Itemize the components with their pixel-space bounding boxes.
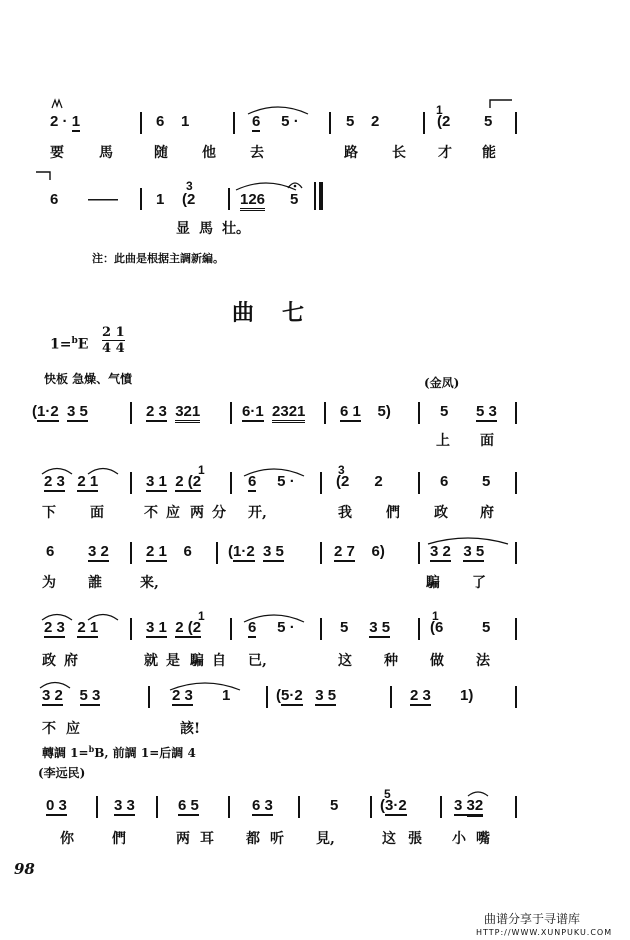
lyric: 去 bbox=[250, 145, 264, 161]
barline bbox=[298, 796, 300, 818]
note-group: (2 bbox=[437, 113, 451, 130]
note-group: 5 bbox=[330, 797, 339, 814]
lyric: 我 bbox=[338, 505, 352, 521]
barline bbox=[230, 472, 232, 494]
meter-top: 2 1 bbox=[102, 325, 125, 340]
lyric: 下 bbox=[42, 505, 56, 521]
lyric: 們 bbox=[386, 505, 400, 521]
note-group: 3 3 bbox=[114, 797, 135, 814]
note-group: (5·2 3 5 bbox=[276, 687, 337, 704]
note-text: 注：此曲是根据主調新編。 bbox=[92, 252, 224, 265]
barline bbox=[140, 188, 142, 210]
note-group: 5 bbox=[290, 191, 299, 208]
key-label: 1= bbox=[50, 336, 72, 353]
note-group: (3·2 bbox=[380, 797, 407, 814]
lyric: 显 bbox=[176, 221, 190, 237]
barline bbox=[130, 618, 132, 640]
grace-note: 3 bbox=[186, 179, 193, 193]
lyric: 路 bbox=[344, 145, 358, 161]
footer-title: 曲谱分享于寻谱库 bbox=[484, 912, 581, 926]
grace-note: 1 bbox=[436, 103, 443, 117]
page-number: 98 bbox=[14, 860, 35, 878]
lyric: 小 bbox=[452, 831, 466, 847]
lyric: 长 bbox=[392, 145, 406, 161]
meter-bottom: 4 4 bbox=[102, 341, 125, 356]
note-group: 6 5 bbox=[178, 797, 199, 814]
final-barline bbox=[319, 182, 323, 210]
page-title: 曲七 bbox=[232, 300, 333, 326]
note-group: 5 bbox=[482, 473, 491, 490]
barline bbox=[216, 542, 218, 564]
lyric: 能 bbox=[482, 145, 496, 161]
flat-symbol: b bbox=[71, 336, 78, 346]
note-group: 6 5 · bbox=[248, 473, 295, 490]
barline bbox=[329, 112, 331, 134]
barline bbox=[390, 686, 392, 708]
lyric: 要 bbox=[50, 145, 64, 161]
lyric: 分 bbox=[212, 505, 226, 521]
modulation-note bbox=[42, 744, 196, 761]
barline bbox=[230, 618, 232, 640]
system-7 bbox=[0, 680, 630, 740]
lyric: 上 bbox=[436, 433, 450, 449]
time-signature bbox=[102, 325, 125, 356]
lyric: 是 bbox=[166, 653, 180, 669]
lyric: 这 bbox=[338, 653, 352, 669]
role-label: (金凤) bbox=[424, 376, 460, 390]
tempo-marking: 快板 急燥、气憤 bbox=[44, 372, 133, 386]
grace-note: 3 bbox=[338, 463, 345, 477]
modulation-label: 轉調 1= bbox=[42, 746, 89, 760]
lyric: 应 bbox=[166, 505, 180, 521]
lyric: 都 bbox=[246, 831, 260, 847]
lyric: 壮。 bbox=[222, 221, 250, 237]
note-group: 2 3 2 1 bbox=[44, 619, 99, 636]
lyric: 法 bbox=[476, 653, 490, 669]
note-group: (2 bbox=[182, 191, 196, 208]
note-group: 5 3 bbox=[476, 403, 497, 420]
key-note: E bbox=[77, 336, 89, 353]
lyric: 来, bbox=[140, 575, 159, 591]
note-group: 0 3 bbox=[46, 797, 67, 814]
note-group: 2 3 2 1 bbox=[44, 473, 99, 490]
note-group: (1·2 3 5 bbox=[32, 403, 88, 420]
lyric: 誰 bbox=[88, 575, 102, 591]
note-group: 6 1 5) bbox=[340, 403, 391, 420]
lyric: 就 bbox=[144, 653, 158, 669]
barline bbox=[418, 472, 420, 494]
lyric: 面 bbox=[90, 505, 104, 521]
system-6 bbox=[0, 609, 630, 672]
barline bbox=[130, 472, 132, 494]
lyric: 已, bbox=[248, 653, 267, 669]
lyric: 不 bbox=[42, 721, 56, 737]
system-1 bbox=[0, 100, 630, 160]
barline bbox=[515, 796, 517, 818]
note-group: 6 bbox=[440, 473, 449, 490]
lyric: 两 bbox=[190, 505, 204, 521]
barline bbox=[515, 402, 517, 424]
lyric: 騙 bbox=[426, 575, 440, 591]
lyric: 馬 bbox=[199, 221, 213, 237]
lyric: 見, bbox=[316, 831, 335, 847]
note-group: —— bbox=[88, 191, 118, 208]
note-group: (2 2 bbox=[336, 473, 383, 490]
barline bbox=[314, 182, 316, 210]
lyric: 他 bbox=[202, 145, 216, 161]
barline bbox=[266, 686, 268, 708]
barline bbox=[320, 472, 322, 494]
barline bbox=[515, 472, 517, 494]
flat-symbol: b bbox=[88, 744, 95, 754]
note-group: 3 1 2 (2 bbox=[146, 619, 202, 636]
barline bbox=[228, 796, 230, 818]
note-group: 2 1 6 bbox=[146, 543, 192, 560]
key-signature bbox=[50, 336, 88, 353]
slur-mark bbox=[236, 180, 296, 190]
barline bbox=[418, 542, 420, 564]
note-group: 6 3 bbox=[252, 797, 273, 814]
note-group: 3 2 5 3 bbox=[42, 687, 101, 704]
note-group: 3 1 2 (2 bbox=[146, 473, 202, 490]
lyric: 馬 bbox=[99, 145, 113, 161]
lyric: 騙 bbox=[190, 653, 204, 669]
note-group: 6·1 2321 bbox=[242, 404, 305, 420]
lyric: 才 bbox=[438, 145, 452, 161]
barline bbox=[418, 402, 420, 424]
lyric: 張 bbox=[408, 831, 422, 847]
footer-url[interactable]: HTTP://WWW.XUNPUKU.COM bbox=[476, 928, 613, 937]
barline bbox=[140, 112, 142, 134]
lyric: 听 bbox=[270, 831, 284, 847]
lyric: 为 bbox=[42, 575, 56, 591]
lyric: 自 bbox=[212, 653, 226, 669]
barline bbox=[370, 796, 372, 818]
grace-note: 1 bbox=[198, 609, 205, 623]
note-group: (1·2 3 5 bbox=[228, 543, 284, 560]
barline bbox=[440, 796, 442, 818]
note-group: 6 1 bbox=[156, 113, 190, 130]
system-4 bbox=[0, 463, 630, 526]
modulation-rest: B, 前調 1=后調 4 bbox=[94, 746, 196, 760]
lyric: 府 bbox=[480, 505, 494, 521]
system-8 bbox=[0, 787, 630, 850]
note-group: (6 bbox=[430, 619, 444, 636]
note-group: 126 bbox=[240, 192, 265, 208]
bracket-mark bbox=[36, 172, 50, 180]
lyric: 做 bbox=[430, 653, 444, 669]
lyric: 政 bbox=[42, 653, 56, 669]
barline bbox=[233, 112, 235, 134]
barline bbox=[130, 542, 132, 564]
note-group: 5 2 bbox=[346, 113, 380, 130]
system-2 bbox=[0, 172, 630, 237]
lyric: 們 bbox=[112, 831, 126, 847]
barline bbox=[156, 796, 158, 818]
system-5 bbox=[0, 538, 630, 598]
note-group: 2 3 1) bbox=[410, 687, 474, 704]
note-group: 3 2 bbox=[88, 543, 109, 560]
role-label: (李远民) bbox=[38, 766, 86, 780]
barline bbox=[418, 618, 420, 640]
note-group: 5 bbox=[482, 619, 491, 636]
note-group: 3 2 3 5 bbox=[430, 543, 485, 560]
note-group: 2 7 6) bbox=[334, 543, 385, 560]
barline bbox=[230, 402, 232, 424]
system-3 bbox=[0, 398, 630, 458]
lyric: 应 bbox=[66, 721, 80, 737]
barline bbox=[130, 402, 132, 424]
barline bbox=[320, 542, 322, 564]
barline bbox=[228, 188, 230, 210]
note-group: 5 3 5 bbox=[340, 619, 391, 636]
note-group: 6 bbox=[50, 191, 59, 208]
barline bbox=[320, 618, 322, 640]
barline bbox=[515, 542, 517, 564]
lyric: 耳 bbox=[200, 831, 214, 847]
barline bbox=[423, 112, 425, 134]
note-group: 3 32 bbox=[454, 798, 483, 814]
note-group: 2 · 1 bbox=[50, 113, 81, 130]
note-group: 5 bbox=[440, 403, 449, 420]
lyric: 嘴 bbox=[476, 831, 490, 847]
lyric: 种 bbox=[384, 653, 398, 669]
fermata-icon bbox=[288, 180, 302, 188]
lyric: 面 bbox=[480, 433, 494, 449]
lyric: 府 bbox=[64, 653, 78, 669]
note-group: 6 bbox=[46, 543, 55, 560]
slur-mark bbox=[468, 790, 488, 796]
lyric: 随 bbox=[154, 145, 168, 161]
lyric: 两 bbox=[176, 831, 190, 847]
note-group: 6 5 · bbox=[248, 619, 295, 636]
breath-mark-icon bbox=[52, 100, 62, 108]
note-group: 2 3 1 bbox=[172, 687, 231, 704]
lyric: 了 bbox=[472, 575, 486, 591]
barline bbox=[515, 112, 517, 134]
grace-note: 1 bbox=[432, 609, 439, 623]
barline bbox=[515, 618, 517, 640]
note-group: 2 3 321 bbox=[146, 404, 200, 420]
grace-note: 1 bbox=[198, 463, 205, 477]
note-group: 5 bbox=[484, 113, 493, 130]
lyric: 政 bbox=[434, 505, 448, 521]
barline bbox=[96, 796, 98, 818]
lyric: 开, bbox=[248, 505, 267, 521]
note-group: 1 bbox=[156, 191, 165, 208]
note-group: 6 5 · bbox=[252, 113, 299, 130]
grace-note: 5 bbox=[384, 787, 391, 801]
barline bbox=[148, 686, 150, 708]
lyric: 这 bbox=[382, 831, 396, 847]
barline bbox=[515, 686, 517, 708]
lyric: 你 bbox=[60, 831, 74, 847]
barline bbox=[324, 402, 326, 424]
lyric: 不 bbox=[144, 505, 158, 521]
bracket-mark bbox=[490, 100, 512, 108]
lyric: 該! bbox=[180, 721, 201, 737]
